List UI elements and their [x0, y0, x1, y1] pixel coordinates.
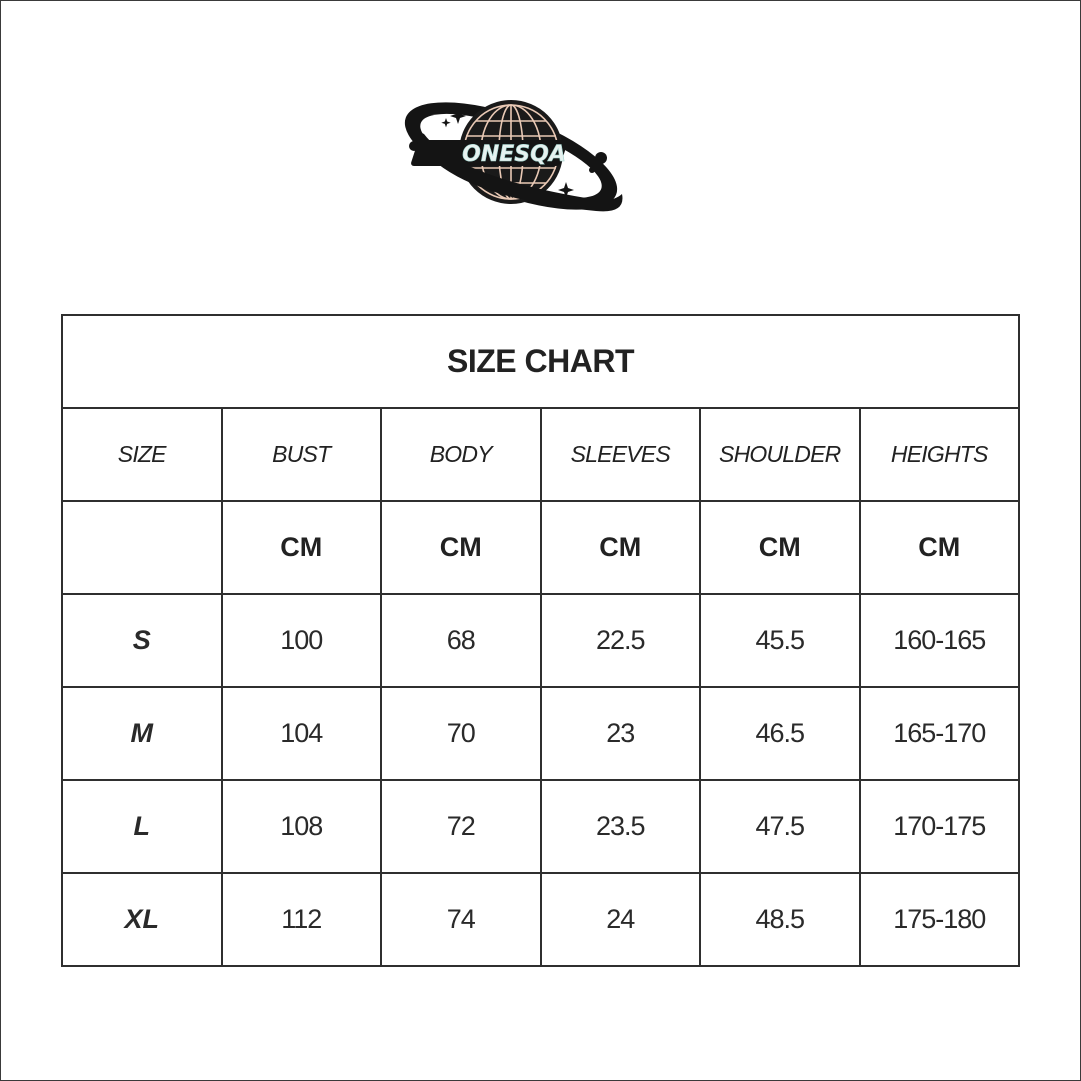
header-body: BODY	[381, 408, 541, 501]
size-label: XL	[62, 873, 222, 966]
header-bust: BUST	[222, 408, 382, 501]
body-value: 70	[381, 687, 541, 780]
bust-value: 112	[222, 873, 382, 966]
size-label: L	[62, 780, 222, 873]
header-row	[62, 408, 1019, 501]
size-label: S	[62, 594, 222, 687]
shoulder-value: 45.5	[700, 594, 860, 687]
brand-wordmark	[410, 140, 568, 167]
heights-value: 170-175	[860, 780, 1020, 873]
sleeves-value: 23.5	[541, 780, 701, 873]
sleeves-value: 22.5	[541, 594, 701, 687]
unit-row	[62, 501, 1019, 594]
table-row	[62, 687, 1019, 780]
header-sleeves: SLEEVES	[541, 408, 701, 501]
unit-shoulder: CM	[700, 501, 860, 594]
sleeves-value: 23	[541, 687, 701, 780]
table-row	[62, 873, 1019, 966]
header-heights: HEIGHTS	[860, 408, 1020, 501]
shoulder-value: 48.5	[700, 873, 860, 966]
header-size: SIZE	[62, 408, 222, 501]
table-title: SIZE CHART	[62, 315, 1019, 408]
shoulder-value: 47.5	[700, 780, 860, 873]
table-row	[62, 780, 1019, 873]
heights-value: 165-170	[860, 687, 1020, 780]
heights-value: 175-180	[860, 873, 1020, 966]
bust-value: 100	[222, 594, 382, 687]
table-row	[62, 594, 1019, 687]
unit-size	[62, 501, 222, 594]
brand-logo	[396, 86, 626, 226]
unit-body: CM	[381, 501, 541, 594]
body-value: 74	[381, 873, 541, 966]
size-chart-table	[61, 314, 1020, 967]
shoulder-value: 46.5	[700, 687, 860, 780]
header-shoulder: SHOULDER	[700, 408, 860, 501]
bust-value: 108	[222, 780, 382, 873]
body-value: 72	[381, 780, 541, 873]
unit-bust: CM	[222, 501, 382, 594]
sleeves-value: 24	[541, 873, 701, 966]
unit-heights: CM	[860, 501, 1020, 594]
svg-text:ONESQA: ONESQA	[462, 142, 566, 167]
body-value: 68	[381, 594, 541, 687]
heights-value: 160-165	[860, 594, 1020, 687]
size-label: M	[62, 687, 222, 780]
bust-value: 104	[222, 687, 382, 780]
unit-sleeves: CM	[541, 501, 701, 594]
